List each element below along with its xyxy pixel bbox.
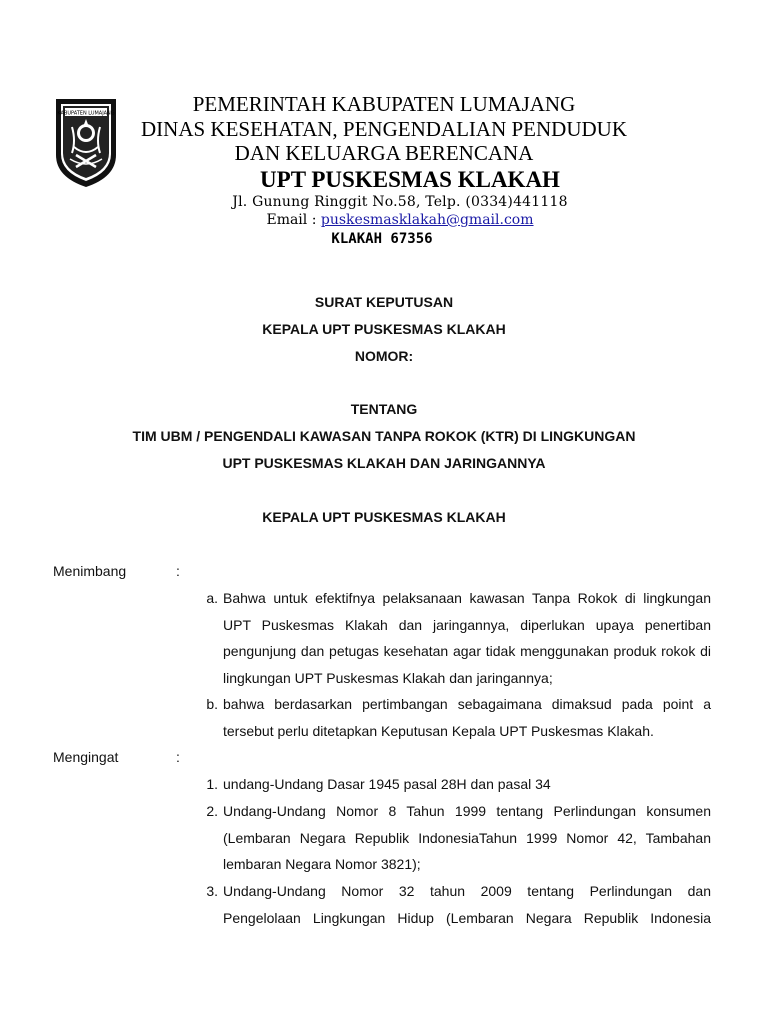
mengingat-marker-1: 1. [206, 776, 218, 792]
mengingat-colon: : [176, 749, 180, 765]
menimbang-item-a: Bahwa untuk efektifnya pelaksanaan kawasan Tanpa Rokok di lingkungan UPT Puskesmas Klakah dan jaringannya, diperlukan upaya penertiban pengunjung dan petugas kesehatan agar tidak menggunakan produk rokok di lingkungan UPT Puskesmas Klakah dan jaringannya; [223, 590, 711, 686]
doc-signatory: KEPALA UPT PUSKESMAS KLAKAH [262, 509, 506, 525]
letterhead-address: Jl. Gunung Ringgit No.58, Telp. (0334)441118 [232, 194, 568, 210]
letterhead-government: PEMERINTAH KABUPATEN LUMAJANG [192, 92, 576, 116]
mengingat-item-2: Undang-Undang Nomor 8 Tahun 1999 tentang Perlindungan konsumen (Lembaran Negara Republik IndonesiaTahun 1999 Nomor 42, Tambahan lembaran Negara Nomor 3821); [223, 803, 711, 872]
doc-issuer: KEPALA UPT PUSKESMAS KLAKAH [262, 321, 506, 337]
letterhead-agency-cont: DAN KELUARGA BERENCANA [234, 141, 534, 165]
menimbang-item-b: bahwa berdasarkan pertimbangan sebagaimana dimaksud pada point a tersebut perlu ditetapkan Keputusan Kepala UPT Puskesmas Klakah. [223, 696, 711, 739]
doc-about: TENTANG [350, 401, 418, 417]
letterhead-city: KLAKAH 67356 [331, 231, 433, 247]
doc-type: SURAT KEPUTUSAN [314, 294, 454, 310]
menimbang-colon: : [176, 563, 180, 579]
doc-number: NOMOR: [354, 348, 414, 364]
menimbang-marker-a: a. [206, 590, 218, 606]
letterhead-agency: DINAS KESEHATAN, PENGENDALIAN PENDUDUK [141, 117, 627, 141]
menimbang-marker-b: b. [206, 696, 218, 712]
mengingat-marker-2: 2. [206, 803, 218, 819]
menimbang-label: Menimbang [53, 563, 127, 579]
mengingat-label: Mengingat [53, 749, 119, 765]
email-link[interactable]: puskesmasklakah@gmail.com [320, 212, 534, 228]
mengingat-item-1: undang-Undang Dasar 1945 pasal 28H dan pasal 34 [223, 776, 551, 792]
logo-text: KABUPATEN LUMAJANG [57, 110, 115, 117]
email-label: Email : [266, 212, 321, 228]
letterhead-office: UPT PUSKESMAS KLAKAH [260, 167, 560, 192]
doc-subject-line1: TIM UBM / PENGENDALI KAWASAN TANPA ROKOK (KTR) DI LINGKUNGAN [132, 428, 636, 444]
doc-subject-line2: UPT PUSKESMAS KLAKAH DAN JARINGANNYA [222, 455, 546, 471]
mengingat-marker-3: 3. [206, 883, 218, 899]
mengingat-item-3: Undang-Undang Nomor 32 tahun 2009 tentang Perlindungan dan Pengelolaan Lingkungan Hidup (Lembaran Negara Republik Indonesia [223, 883, 711, 926]
letterhead-email-line [16, 212, 768, 228]
